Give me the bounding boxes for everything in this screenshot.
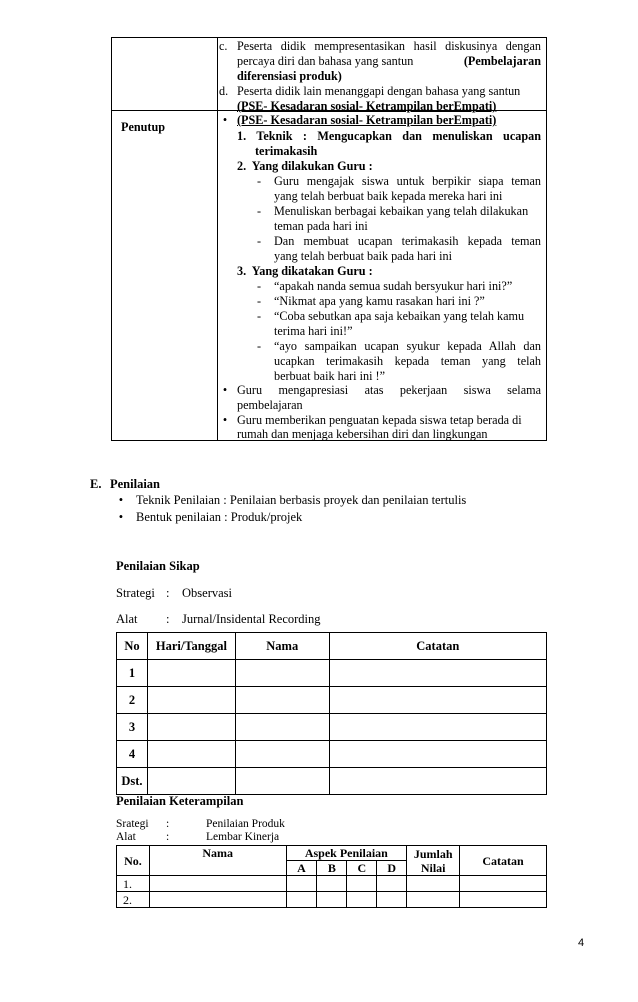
teknik-line2: terimakasih bbox=[255, 144, 318, 158]
sikap-alat-value: Jurnal/Insidental Recording bbox=[182, 612, 321, 626]
row-number: 4 bbox=[117, 741, 148, 768]
item-c-bold: (Pembelajaran bbox=[463, 54, 541, 68]
table-cell bbox=[147, 768, 235, 795]
ket-alat-value: Lembar Kinerja bbox=[206, 831, 280, 843]
item-c-letter: c. bbox=[219, 39, 228, 53]
dash-icon: - bbox=[257, 279, 262, 293]
table-cell bbox=[286, 876, 317, 892]
table-cell bbox=[235, 714, 329, 741]
ket-strategi-colon: : bbox=[166, 818, 170, 830]
dash-icon: - bbox=[257, 174, 262, 188]
dikatakan-item-2: “Nikmat apa yang kamu rasakan hari ini ?” bbox=[274, 294, 485, 308]
guru-item-3-line1: Dan membuat ucapan terimakasih kepada teman bbox=[274, 234, 541, 248]
sikap-strategi-value: Observasi bbox=[182, 586, 232, 600]
table-row bbox=[117, 714, 547, 741]
item-c-text: percaya diri dan bahasa yang santun bbox=[237, 54, 414, 68]
bullet-icon: • bbox=[222, 113, 228, 127]
table-cell bbox=[147, 660, 235, 687]
table-cell bbox=[329, 768, 546, 795]
table-cell bbox=[377, 876, 407, 892]
item-c-line1: Peserta didik mempresentasikan hasil diskusinya dengan bbox=[237, 39, 541, 53]
table-cell bbox=[149, 892, 286, 908]
sikap-alat-colon: : bbox=[166, 612, 170, 626]
sikap-strategi-colon: : bbox=[166, 586, 170, 600]
header-jumlah-line1: Jumlah bbox=[413, 846, 453, 861]
section-e-letter: E. bbox=[90, 477, 102, 491]
dikatakan-item-4-line1: “ayo sampaikan ucapan syukur kepada Allah dan bbox=[274, 339, 541, 353]
header-no: No. bbox=[117, 846, 150, 876]
header-catatan: Catatan bbox=[460, 846, 547, 876]
dikatakan-item-1: “apakah nanda semua sudah bersyukur hari ini?” bbox=[274, 279, 513, 293]
ket-alat-colon: : bbox=[166, 831, 170, 843]
sikap-table bbox=[116, 632, 547, 795]
dash-icon: - bbox=[257, 234, 262, 248]
header-hari-tanggal: Hari/Tanggal bbox=[147, 633, 235, 660]
dash-icon: - bbox=[257, 309, 262, 323]
header-jumlah-line2: Nilai bbox=[420, 860, 446, 875]
table-cell bbox=[286, 892, 317, 908]
penutup-label: Penutup bbox=[121, 120, 166, 134]
header-aspek-c: C bbox=[347, 861, 377, 876]
teknik-line1: 1. Teknik : Mengucapkan dan menuliskan ucapan bbox=[237, 129, 541, 143]
header-aspek-a: A bbox=[286, 861, 317, 876]
table-cell bbox=[147, 687, 235, 714]
penguatan-line1: Guru memberikan penguatan kepada siswa tetap berada di bbox=[237, 413, 522, 427]
penilaian-bullet-2: Bentuk penilaian : Produk/projek bbox=[136, 510, 303, 524]
dash-icon: - bbox=[257, 339, 262, 353]
ket-strategi-label: Srategi bbox=[116, 818, 149, 830]
dikatakan-heading: 3. Yang dikatakan Guru : bbox=[237, 264, 373, 278]
header-nama: Nama bbox=[235, 633, 329, 660]
section-e-title: Penilaian bbox=[110, 477, 161, 491]
table-cell bbox=[235, 660, 329, 687]
table-row bbox=[117, 741, 547, 768]
dikatakan-item-4-line2: ucapkan terimakasih kepada teman yang telah bbox=[274, 354, 541, 368]
guru-heading: 2. Yang dilakukan Guru : bbox=[237, 159, 373, 173]
row-number: 1. bbox=[117, 876, 150, 892]
table-cell bbox=[149, 876, 286, 892]
guru-item-2-line2: teman pada hari ini bbox=[274, 219, 368, 233]
dikatakan-item-3-line2: terima hari ini!” bbox=[274, 324, 353, 338]
table-cell bbox=[347, 876, 377, 892]
sikap-strategi-label: Strategi bbox=[116, 586, 155, 600]
table-cell bbox=[317, 892, 347, 908]
table-cell bbox=[235, 768, 329, 795]
apresiasi-line2: pembelajaran bbox=[237, 398, 303, 412]
page-number: 4 bbox=[578, 937, 585, 949]
table-row bbox=[117, 768, 547, 795]
row-number: 2. bbox=[117, 892, 150, 908]
guru-item-1-line1: Guru mengajak siswa untuk berpikir siapa teman bbox=[274, 174, 541, 188]
row-number: Dst. bbox=[117, 768, 148, 795]
bullet-icon: • bbox=[222, 383, 228, 397]
row-number: 2 bbox=[117, 687, 148, 714]
pse-heading: (PSE- Kesadaran sosial- Ketrampilan berEmpati) bbox=[237, 113, 497, 127]
table-header-row bbox=[117, 846, 547, 861]
ket-alat-label: Alat bbox=[116, 831, 136, 843]
dash-icon: - bbox=[257, 294, 262, 308]
header-aspek-d: D bbox=[377, 861, 407, 876]
item-c-line2 bbox=[237, 54, 541, 69]
table-cell bbox=[317, 876, 347, 892]
table-cell bbox=[147, 714, 235, 741]
dikatakan-item-3-line1: “Coba sebutkan apa saja kebaikan yang telah kamu bbox=[274, 309, 525, 323]
table-cell bbox=[377, 892, 407, 908]
table-cell bbox=[407, 876, 460, 892]
header-no: No bbox=[117, 633, 148, 660]
table-row bbox=[117, 687, 547, 714]
guru-item-2-line1: Menuliskan berbagai kebaikan yang telah dilakukan bbox=[274, 204, 529, 218]
guru-item-3-line2: yang telah berbuat baik pada hari ini bbox=[274, 249, 453, 263]
column-divider bbox=[217, 38, 218, 440]
row-number: 3 bbox=[117, 714, 148, 741]
ket-strategi-value: Penilaian Produk bbox=[206, 818, 285, 830]
header-aspek-b: B bbox=[317, 861, 347, 876]
table-row bbox=[117, 660, 547, 687]
header-nama: Nama bbox=[149, 846, 286, 876]
table-row bbox=[117, 892, 547, 908]
row-number: 1 bbox=[117, 660, 148, 687]
penguatan-line2: rumah dan menjaga kebersihan diri dan lingkungan bbox=[237, 427, 488, 441]
item-d-letter: d. bbox=[219, 84, 229, 98]
table-cell bbox=[329, 741, 546, 768]
dash-icon: - bbox=[257, 204, 262, 218]
sikap-alat-label: Alat bbox=[116, 612, 138, 626]
table-cell bbox=[235, 687, 329, 714]
penilaian-bullet-1: Teknik Penilaian : Penilaian berbasis proyek dan penilaian tertulis bbox=[136, 493, 467, 507]
table-cell bbox=[329, 714, 546, 741]
item-d-line2: (PSE- Kesadaran sosial- Ketrampilan berEmpati) bbox=[237, 99, 497, 113]
table-cell bbox=[460, 876, 547, 892]
dikatakan-item-4-line3: berbuat baik hari ini !” bbox=[274, 369, 385, 383]
table-cell bbox=[347, 892, 377, 908]
keterampilan-table bbox=[116, 845, 547, 908]
apresiasi-line1: Guru mengapresiasi atas pekerjaan siswa selama bbox=[237, 383, 541, 397]
item-d-line1: Peserta didik lain menanggapi dengan bahasa yang santun bbox=[237, 84, 521, 98]
table-cell bbox=[460, 892, 547, 908]
item-c-line3: diferensiasi produk) bbox=[237, 69, 342, 83]
table-cell bbox=[235, 741, 329, 768]
header-catatan: Catatan bbox=[329, 633, 546, 660]
table-cell bbox=[407, 892, 460, 908]
bullet-icon: • bbox=[118, 510, 124, 524]
bullet-icon: • bbox=[222, 413, 228, 427]
table-cell bbox=[329, 687, 546, 714]
bullet-icon: • bbox=[118, 493, 124, 507]
table-header-row bbox=[117, 633, 547, 660]
guru-item-1-line2: yang telah berbuat baik kepada mereka hari ini bbox=[274, 189, 503, 203]
sikap-title: Penilaian Sikap bbox=[116, 559, 200, 573]
keterampilan-title: Penilaian Keterampilan bbox=[116, 794, 244, 808]
table-row bbox=[117, 876, 547, 892]
header-jumlah-nilai bbox=[407, 846, 460, 876]
header-aspek-penilaian: Aspek Penilaian bbox=[286, 846, 407, 861]
table-cell bbox=[329, 660, 546, 687]
table-cell bbox=[147, 741, 235, 768]
